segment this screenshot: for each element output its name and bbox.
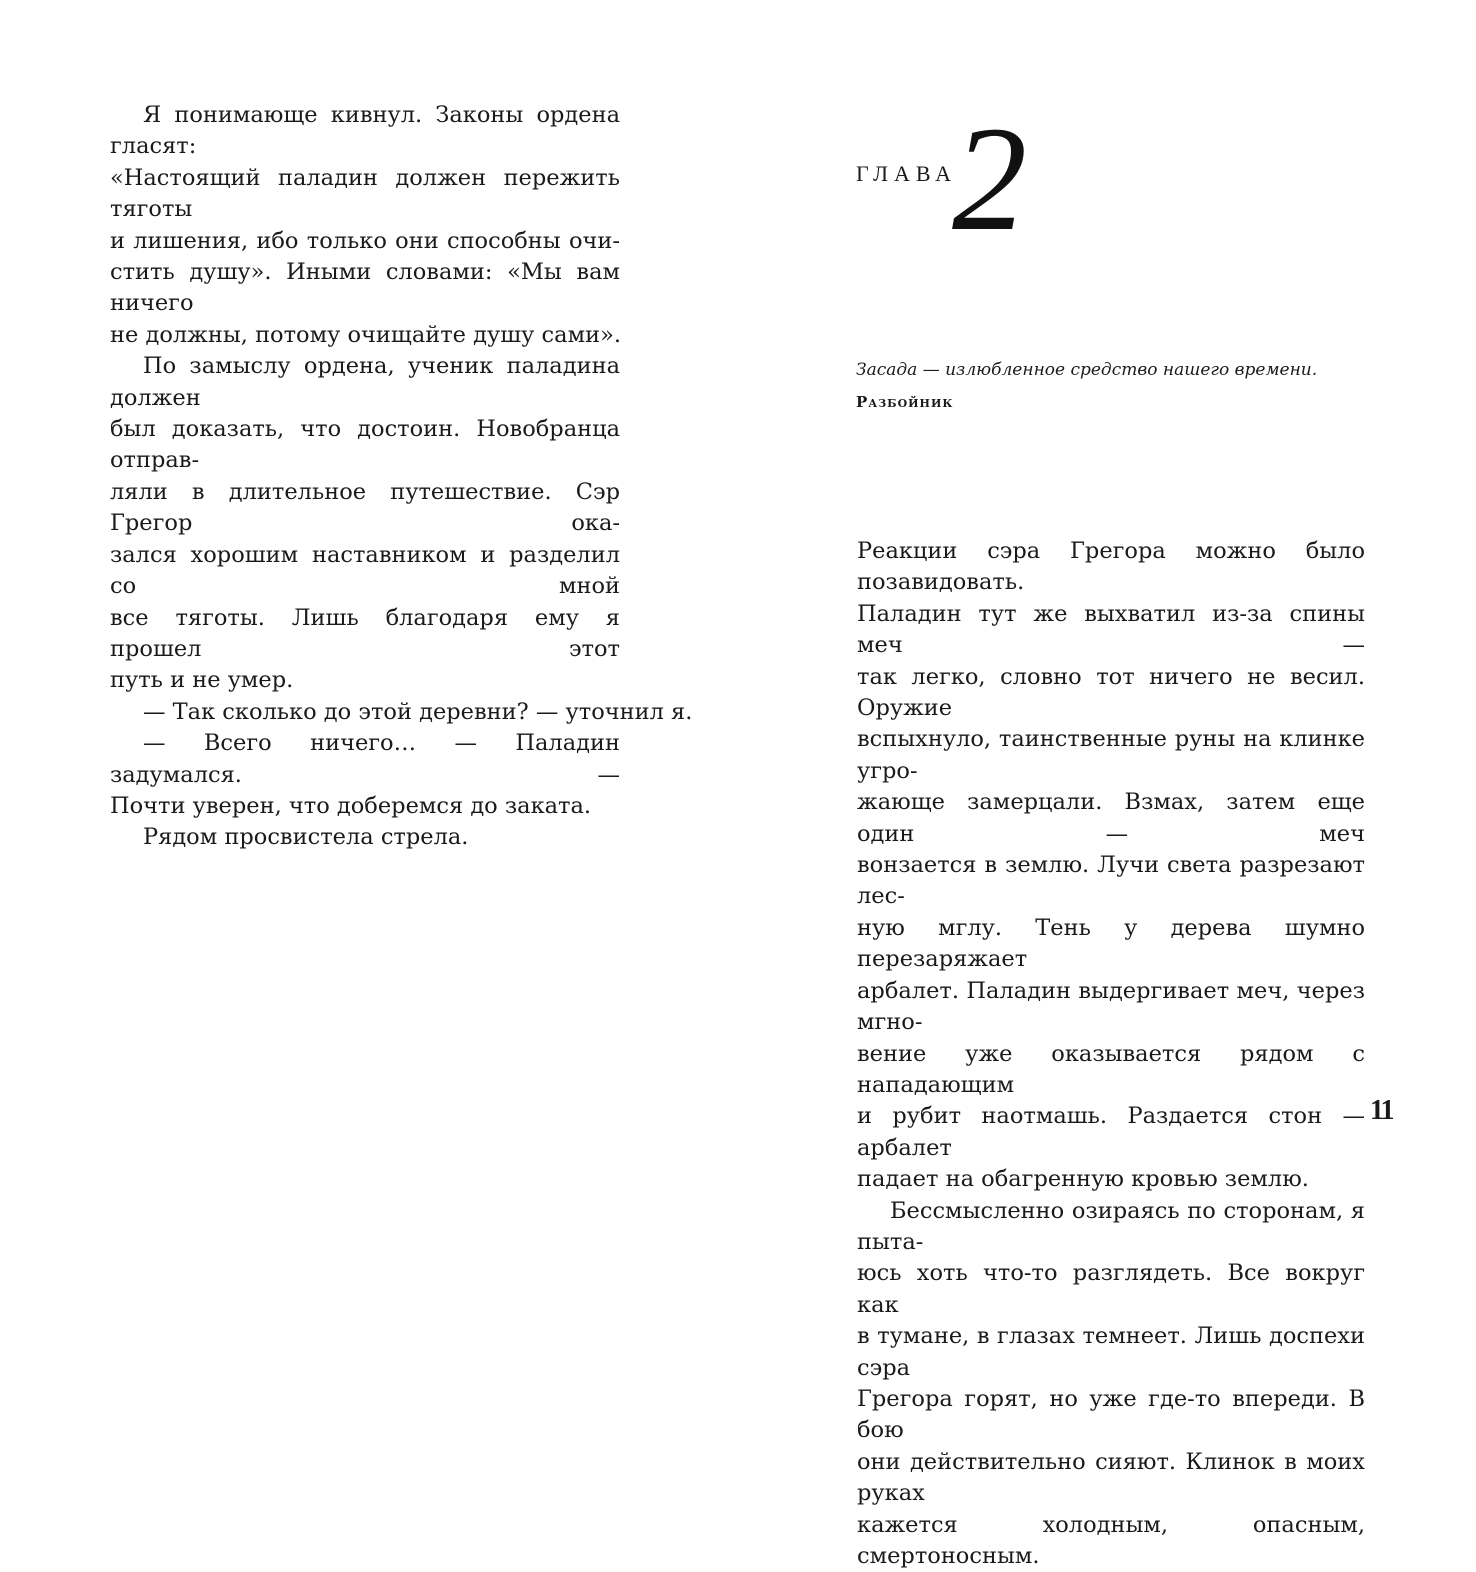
text-line: и лишения, ибо только они способны очи- bbox=[110, 227, 620, 254]
text-line: Рядом просвистела стрела. bbox=[143, 824, 469, 851]
text-line: ную мглу. Тень у дерева шумно перезаряжает bbox=[857, 914, 1365, 973]
text-line: арбалет. Паладин выдергивает меч, через мгно- bbox=[857, 977, 1365, 1036]
paragraph bbox=[110, 822, 620, 853]
text-line: Почти уверен, что доберемся до заката. bbox=[110, 792, 592, 819]
right-page bbox=[738, 0, 1476, 1569]
text-line: «Настоящий паладин должен пережить тяготы bbox=[110, 164, 620, 223]
left-text-column bbox=[110, 100, 693, 854]
paragraph bbox=[857, 536, 1365, 1196]
text-line: зался хорошим наставником и разделил со мной bbox=[110, 541, 620, 600]
text-line: — Всего ничего… — Паладин задумался. — bbox=[110, 730, 620, 788]
paragraph bbox=[110, 728, 620, 822]
chapter-heading-word: ГЛАВА bbox=[856, 161, 958, 186]
text-line: вонзается в землю. Лучи света разрезают лес- bbox=[857, 852, 1365, 910]
text-line: Бессмысленно озираясь по сторонам, я пыта- bbox=[857, 1197, 1365, 1255]
text-line: не должны, потому очищайте душу сами». bbox=[110, 321, 621, 348]
paragraph bbox=[857, 1196, 1365, 1572]
text-line: путь и не умер. bbox=[110, 667, 294, 694]
text-line: все тяготы. Лишь благодаря ему я прошел этот bbox=[110, 604, 620, 662]
epigraph-text: Засада — излюбленное средство нашего времени. bbox=[856, 360, 1318, 380]
text-line: вение уже оказывается рядом с нападающим bbox=[857, 1040, 1365, 1098]
text-line: Я понимающе кивнул. Законы ордена гласят: bbox=[110, 102, 620, 160]
text-line: так легко, словно тот ничего не весил. Оружие bbox=[857, 663, 1365, 722]
text-line: падает на обагренную кровью землю. bbox=[857, 1166, 1309, 1193]
text-line: Реакции сэра Грегора можно было позавидовать. bbox=[857, 538, 1365, 596]
epigraph-author: Разбойник bbox=[856, 393, 954, 411]
left-page bbox=[0, 0, 738, 1169]
text-line: был доказать, что достоин. Новобранца отправ- bbox=[110, 416, 620, 474]
text-line: юсь хоть что-то разглядеть. Все вокруг как bbox=[857, 1260, 1365, 1318]
text-line: — Так сколько до этой деревни? — уточнил я. bbox=[143, 698, 693, 725]
paragraph bbox=[110, 697, 693, 728]
text-line: стить душу». Иными словами: «Мы вам ничего bbox=[110, 259, 620, 317]
paragraph bbox=[110, 100, 620, 351]
text-line: они действительно сияют. Клинок в моих руках bbox=[857, 1448, 1365, 1507]
text-line: вспыхнуло, таинственные руны на клинке угро- bbox=[857, 726, 1365, 784]
page-number: 11 bbox=[1370, 1095, 1393, 1126]
text-line: Грегора горят, но уже где-то впереди. В бою bbox=[857, 1385, 1365, 1444]
text-line: в тумане, в глазах темнеет. Лишь доспехи сэра bbox=[857, 1323, 1365, 1381]
paragraph bbox=[110, 351, 620, 696]
text-line: ляли в длительное путешествие. Сэр Грегор ока- bbox=[110, 478, 620, 537]
right-text-column bbox=[857, 536, 1365, 1572]
text-line: Паладин тут же выхватил из-за спины меч — bbox=[857, 600, 1365, 659]
chapter-number: 2 bbox=[952, 96, 1027, 262]
text-line: жающе замерцали. Взмах, затем еще один — меч bbox=[857, 789, 1365, 847]
text-line: кажется холодным, опасным, смертоносным. bbox=[857, 1511, 1365, 1569]
text-line: и рубит наотмашь. Раздается стон — арбалет bbox=[857, 1103, 1365, 1161]
text-line: По замыслу ордена, ученик паладина должен bbox=[110, 353, 620, 411]
